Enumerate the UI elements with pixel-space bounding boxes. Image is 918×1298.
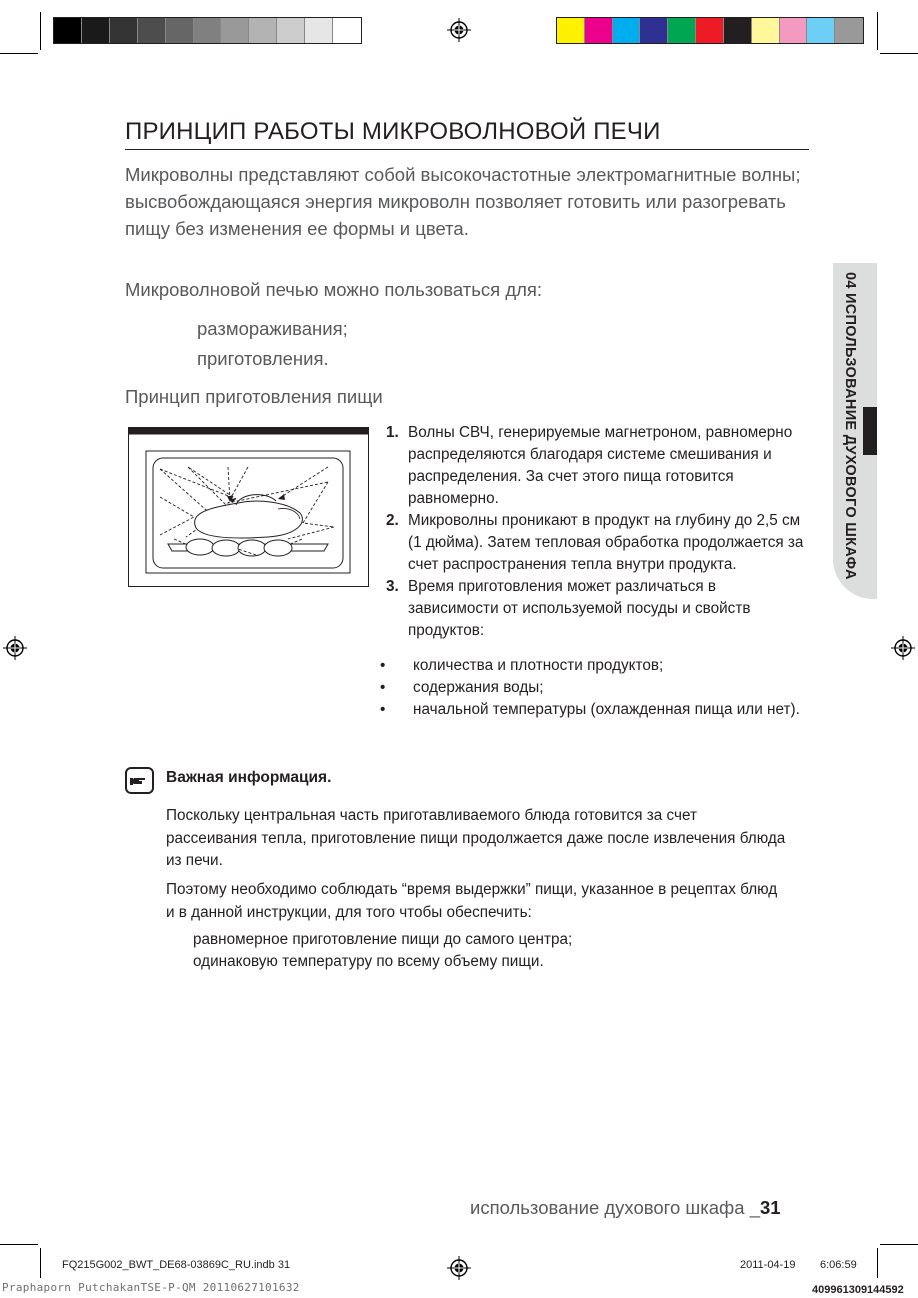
list-item: • начальной температуры (охлажденная пища или нет). [380,699,810,721]
grey-swatch [333,18,361,43]
color-swatch [835,18,863,43]
crop-mark-top-left [0,53,38,54]
color-swatch [724,18,752,43]
step-number: 1. [386,424,399,441]
crop-mark-bottom-left [0,1244,38,1245]
color-swatch [585,18,613,43]
registration-mark-icon [447,18,471,42]
uses-intro: Микроволновой печью можно пользоваться для: [125,279,543,300]
color-swatch [696,18,724,43]
grey-swatch [194,18,222,43]
color-swatch [807,18,835,43]
bullet-icon: • [380,701,386,718]
page-number: 31 [760,1197,781,1218]
list-item: • количества и плотности продуктов; [380,655,810,677]
crop-mark-top-right-v [877,12,878,50]
slug-time: 6:06:59 [820,1259,857,1271]
job-code: 409961309144592 [812,1284,904,1296]
slug-file: FQ215G002_BWT_DE68-03869C_RU.indb 31 [62,1259,291,1271]
section-heading: Принцип приготовления пищи [125,386,383,407]
use-item: приготовления. [197,348,329,369]
registration-mark-icon [447,1256,471,1280]
registration-mark-icon [3,636,27,660]
step-item [380,510,810,576]
note-item: одинаковую температуру по всему объему пищи. [193,953,544,970]
slug-date: 2011-04-19 [740,1259,796,1271]
grey-swatch [138,18,166,43]
step-number: 2. [386,512,399,529]
crop-mark-bottom-right [880,1244,918,1245]
color-swatch [752,18,780,43]
crop-mark-top-left-v [40,12,41,50]
color-swatch [557,18,585,43]
note-paragraph: Поскольку центральная часть приготавливаемого блюда готовится за счет рассеивания тепла, приготовление пищи продолжается даже после извлечения блюда из печи. [166,807,786,869]
crop-mark-top-right [880,53,918,54]
footer-section: использование духового шкафа _ [470,1197,760,1218]
microwave-cooking-illustration [128,427,369,587]
color-swatch [668,18,696,43]
step-text: Время приготовления может различаться в зависимости от используемой посуды и свойств продуктов: [408,578,751,639]
grey-swatch [249,18,277,43]
registration-mark-icon [891,636,915,660]
grey-swatch [305,18,333,43]
grey-swatch [221,18,249,43]
list-item: • содержания воды; [380,677,810,699]
bullet-icon: • [380,679,386,696]
slug-operator: Praphaporn PutchakanTSE-P-QM 20110627101632 [2,1281,300,1294]
step-item [380,576,810,642]
crop-mark-bottom-right-v [877,1248,878,1278]
chapter-tab-marker [863,407,877,455]
page-title: ПРИНЦИП РАБОТЫ МИКРОВОЛНОВОЙ ПЕЧИ [125,118,809,150]
cooking-steps-list [380,422,810,642]
color-swatch [640,18,668,43]
note-paragraph: Поэтому необходимо соблюдать “время выдержки” пищи, указанное в рецептах блюд и в данной инструкции, для того чтобы обеспечить: [166,881,778,921]
page-footer [470,1197,781,1219]
bullet-icon: • [380,657,386,674]
color-calibration-bar [556,17,864,44]
color-swatch [780,18,808,43]
pointing-hand-icon [125,767,154,794]
color-swatch [613,18,641,43]
note-item: равномерное приготовление пищи до самого центра; [193,931,573,948]
factors-list [380,655,810,721]
intro-paragraph: Микроволны представляют собой высокочастотные электромагнитные волны; высвобождающаяся энергия микроволн позволяет готовить или разогревать пищу без изменения ее формы и цвета. [125,164,801,239]
grey-swatch [166,18,194,43]
grey-calibration-bar [53,17,362,44]
step-text: Микроволны проникают в продукт на глубину до 2,5 см (1 дюйма). Затем тепловая обработка продолжается за счет распространения тепла внутри продукта. [408,512,804,573]
crop-mark-bottom-left-v [40,1248,41,1278]
grey-swatch [54,18,82,43]
step-text: Волны СВЧ, генерируемые магнетроном, равномерно распределяются благодаря системе смешивания и распределения. За счет этого пища готовится равномерно. [408,424,793,507]
chapter-tab-label: 04 ИСПОЛЬЗОВАНИЕ ДУХОВОГО ШКАФА [842,272,858,580]
note-heading: Важная информация. [166,769,332,786]
grey-swatch [277,18,305,43]
step-item [380,422,810,510]
use-item: размораживания; [197,318,348,339]
grey-swatch [110,18,138,43]
grey-swatch [82,18,110,43]
step-number: 3. [386,578,399,595]
